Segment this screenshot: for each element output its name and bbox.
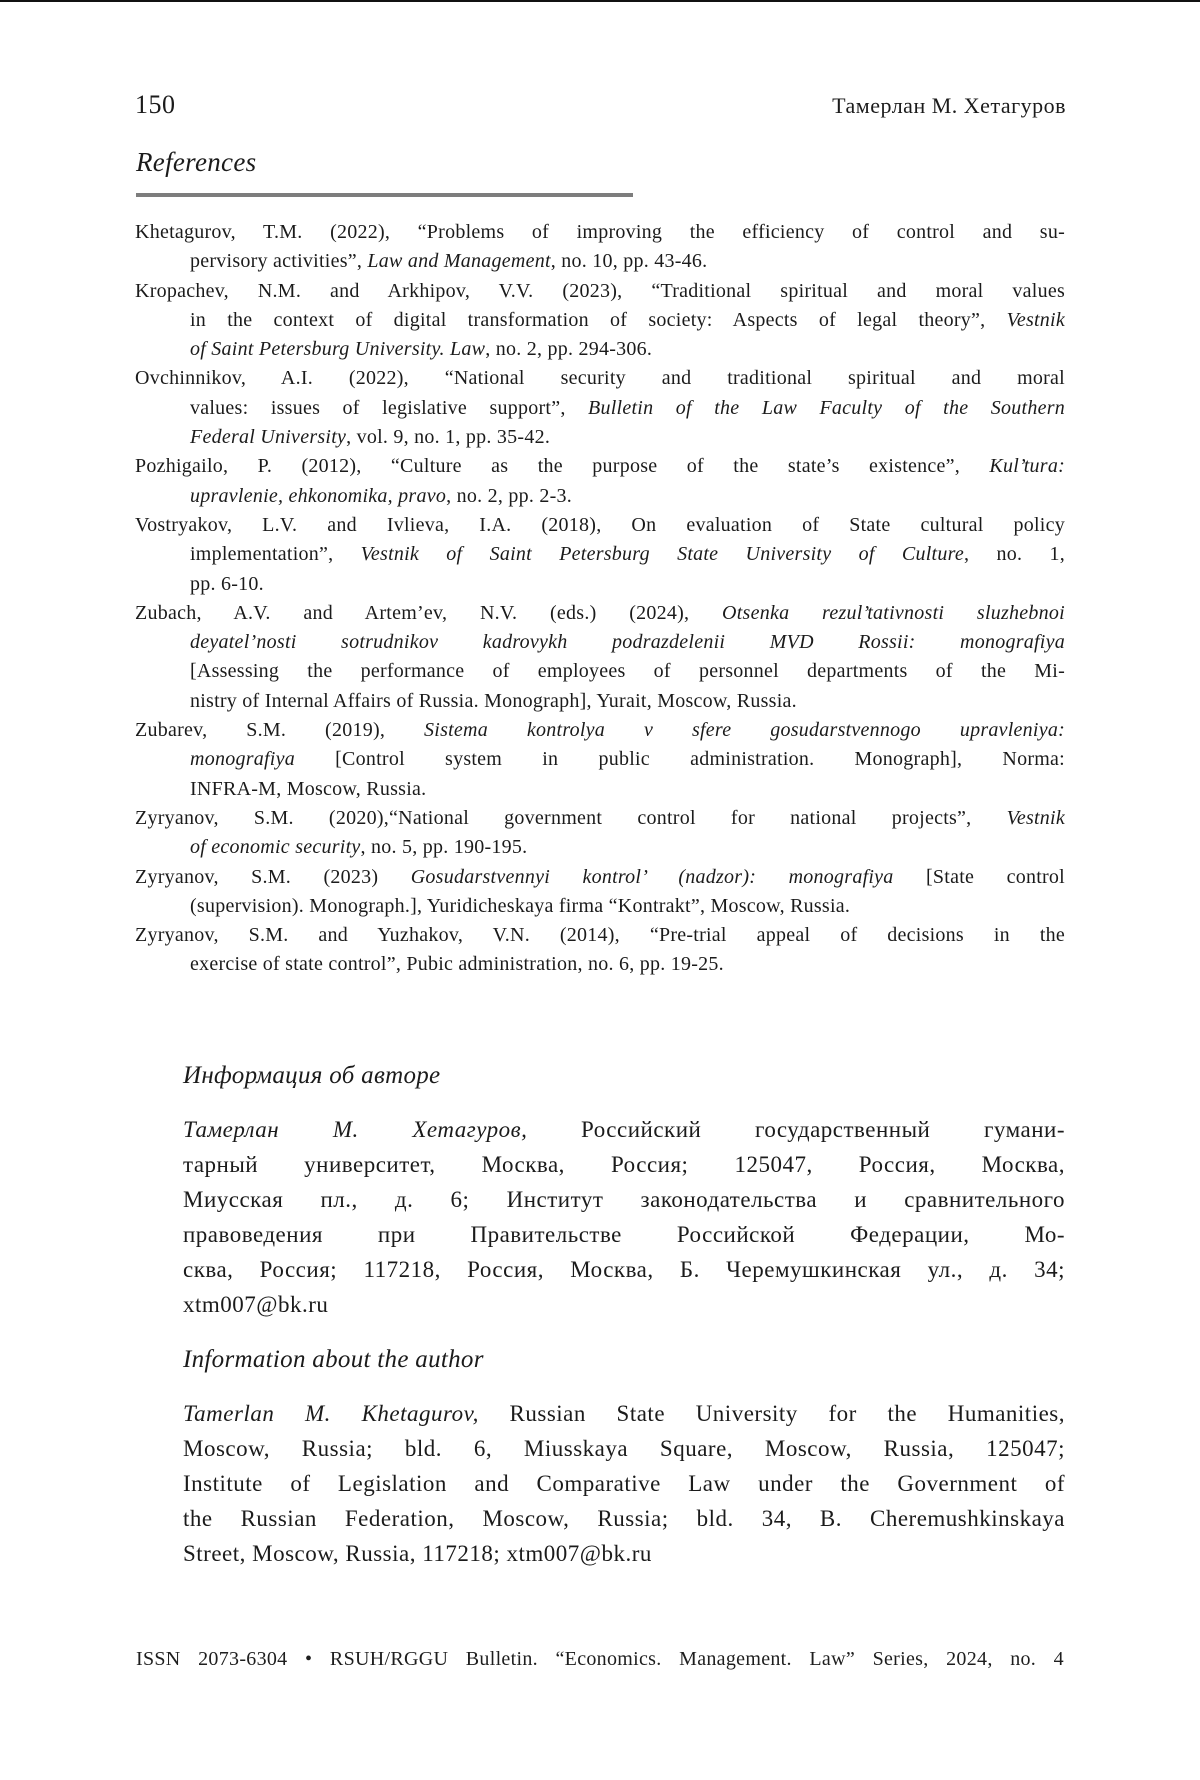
reference-line: INFRA-M, Moscow, Russia.: [190, 777, 427, 800]
author-info-en-heading: Information about the author: [183, 1346, 484, 1373]
author-info-en-line: Street, Moscow, Russia, 117218; xtm007@bk.ru: [183, 1541, 652, 1566]
author-info-ru-line: правоведения при Правительстве Российской Федерации, Мо-: [183, 1222, 1065, 1247]
author-info-en-line: Moscow, Russia; bld. 6, Miusskaya Square, Moscow, Russia, 125047;: [183, 1436, 1065, 1461]
author-info-ru-line: Миусская пл., д. 6; Институт законодательства и сравнительного: [183, 1187, 1065, 1212]
reference-line: deyatel’nosti sotrudnikov kadrovykh podrazdelenii MVD Rossii: monografiya: [190, 631, 1065, 654]
reference-entry: [135, 511, 1065, 599]
reference-line: Zyryanov, S.M. (2023) Gosudarstvennyi kontrol’ (nadzor): monografiya [State control: [135, 865, 1065, 888]
reference-line: Khetagurov, T.M. (2022), “Problems of improving the efficiency of control and su-: [135, 221, 1065, 243]
reference-line: Federal University, vol. 9, no. 1, pp. 35-42.: [190, 426, 551, 449]
author-info-ru-line: xtm007@bk.ru: [183, 1292, 329, 1317]
author-info-ru-line: тарный университет, Москва, Россия; 125047, Россия, Москва,: [183, 1152, 1065, 1177]
references-heading: References: [136, 147, 257, 177]
reference-entry: [135, 599, 1065, 716]
author-info-en-line: Tamerlan M. Khetagurov, Russian State University for the Humanities,: [183, 1401, 1065, 1426]
running-head: Тамерлан М. Хетагуров: [832, 93, 1066, 118]
reference-line: of economic security, no. 5, pp. 190-195.: [190, 836, 528, 859]
reference-line: pp. 6-10.: [190, 572, 264, 595]
page-header: [135, 90, 1066, 120]
page-number: 150: [135, 90, 176, 119]
reference-line: pervisory activities”, Law and Management, no. 10, pp. 43-46.: [190, 250, 708, 273]
reference-entry: [135, 804, 1065, 863]
reference-line: Kropachev, N.M. and Arkhipov, V.V. (2023), “Traditional spiritual and moral values: [135, 279, 1065, 302]
reference-line: implementation”, Vestnik of Saint Petersburg State University of Culture, no. 1,: [190, 543, 1066, 566]
reference-line: Ovchinnikov, A.I. (2022), “National security and traditional spiritual and moral: [135, 367, 1065, 390]
author-info-ru-line: Тамерлан М. Хетагуров, Российский государственный гумани-: [183, 1117, 1066, 1142]
author-info-ru-paragraph: [183, 1112, 1065, 1322]
journal-footer: ISSN 2073-6304 • RSUH/RGGU Bulletin. “Economics. Management. Law” Series, 2024, no. 4: [136, 1648, 1064, 1670]
reference-line: values: issues of legislative support”, Bulletin of the Law Faculty of the Southern: [190, 396, 1065, 419]
reference-line: [Assessing the performance of employees of personnel departments of the Mi-: [190, 660, 1065, 683]
reference-line: upravlenie, ehkonomika, pravo, no. 2, pp. 2-3.: [190, 484, 572, 507]
reference-entry: [135, 364, 1065, 452]
reference-entry: [135, 218, 1065, 277]
reference-line: Vostryakov, L.V. and Ivlieva, I.A. (2018), On evaluation of State cultural policy: [135, 513, 1065, 536]
reference-entry: [135, 277, 1065, 365]
author-info-en-line: the Russian Federation, Moscow, Russia; bld. 34, B. Cheremushkinskaya: [183, 1506, 1065, 1531]
reference-line: Zubach, A.V. and Artem’ev, N.V. (eds.) (2024), Otsenka rezul’tativnosti sluzhebnoi: [135, 601, 1065, 624]
heading-rule: [136, 193, 633, 197]
reference-entry: [135, 452, 1065, 511]
reference-line: in the context of digital transformation of society: Aspects of legal theory”, Vestnik: [190, 308, 1065, 331]
reference-line: Zyryanov, S.M. and Yuzhakov, V.N. (2014), “Pre-trial appeal of decisions in the: [135, 924, 1065, 947]
reference-line: Zubarev, S.M. (2019), Sistema kontrolya v sfere gosudarstvennogo upravleniya:: [135, 719, 1066, 742]
reference-line: of Saint Petersburg University. Law, no. 2, pp. 294-306.: [190, 338, 653, 361]
page-top-edge: [0, 0, 1200, 2]
author-info-ru-heading: Информация об авторе: [183, 1062, 441, 1089]
reference-entry: [135, 863, 1065, 922]
reference-line: Pozhigailo, P. (2012), “Culture as the purpose of the state’s existence”, Kul’tura:: [135, 455, 1065, 478]
author-info-en-paragraph: [183, 1396, 1065, 1571]
reference-entry: [135, 921, 1065, 980]
reference-line: nistry of Internal Affairs of Russia. Monograph], Yurait, Moscow, Russia.: [190, 689, 797, 712]
reference-entry: [135, 716, 1065, 804]
reference-line: (supervision). Monograph.], Yuridicheskaya firma “Kontrakt”, Moscow, Russia.: [190, 894, 851, 917]
author-info-ru-line: сква, Россия; 117218, Россия, Москва, Б. Черемушкинская ул., д. 34;: [183, 1257, 1065, 1282]
reference-line: exercise of state control”, Pubic administration, no. 6, pp. 19-25.: [190, 953, 724, 976]
reference-line: Zyryanov, S.M. (2020),“National government control for national projects”, Vestnik: [135, 806, 1065, 829]
references-list: [135, 218, 1065, 980]
author-info-en-line: Institute of Legislation and Comparative Law under the Government of: [183, 1471, 1065, 1496]
reference-line: monografiya [Control system in public administration. Monograph], Norma:: [190, 748, 1065, 771]
